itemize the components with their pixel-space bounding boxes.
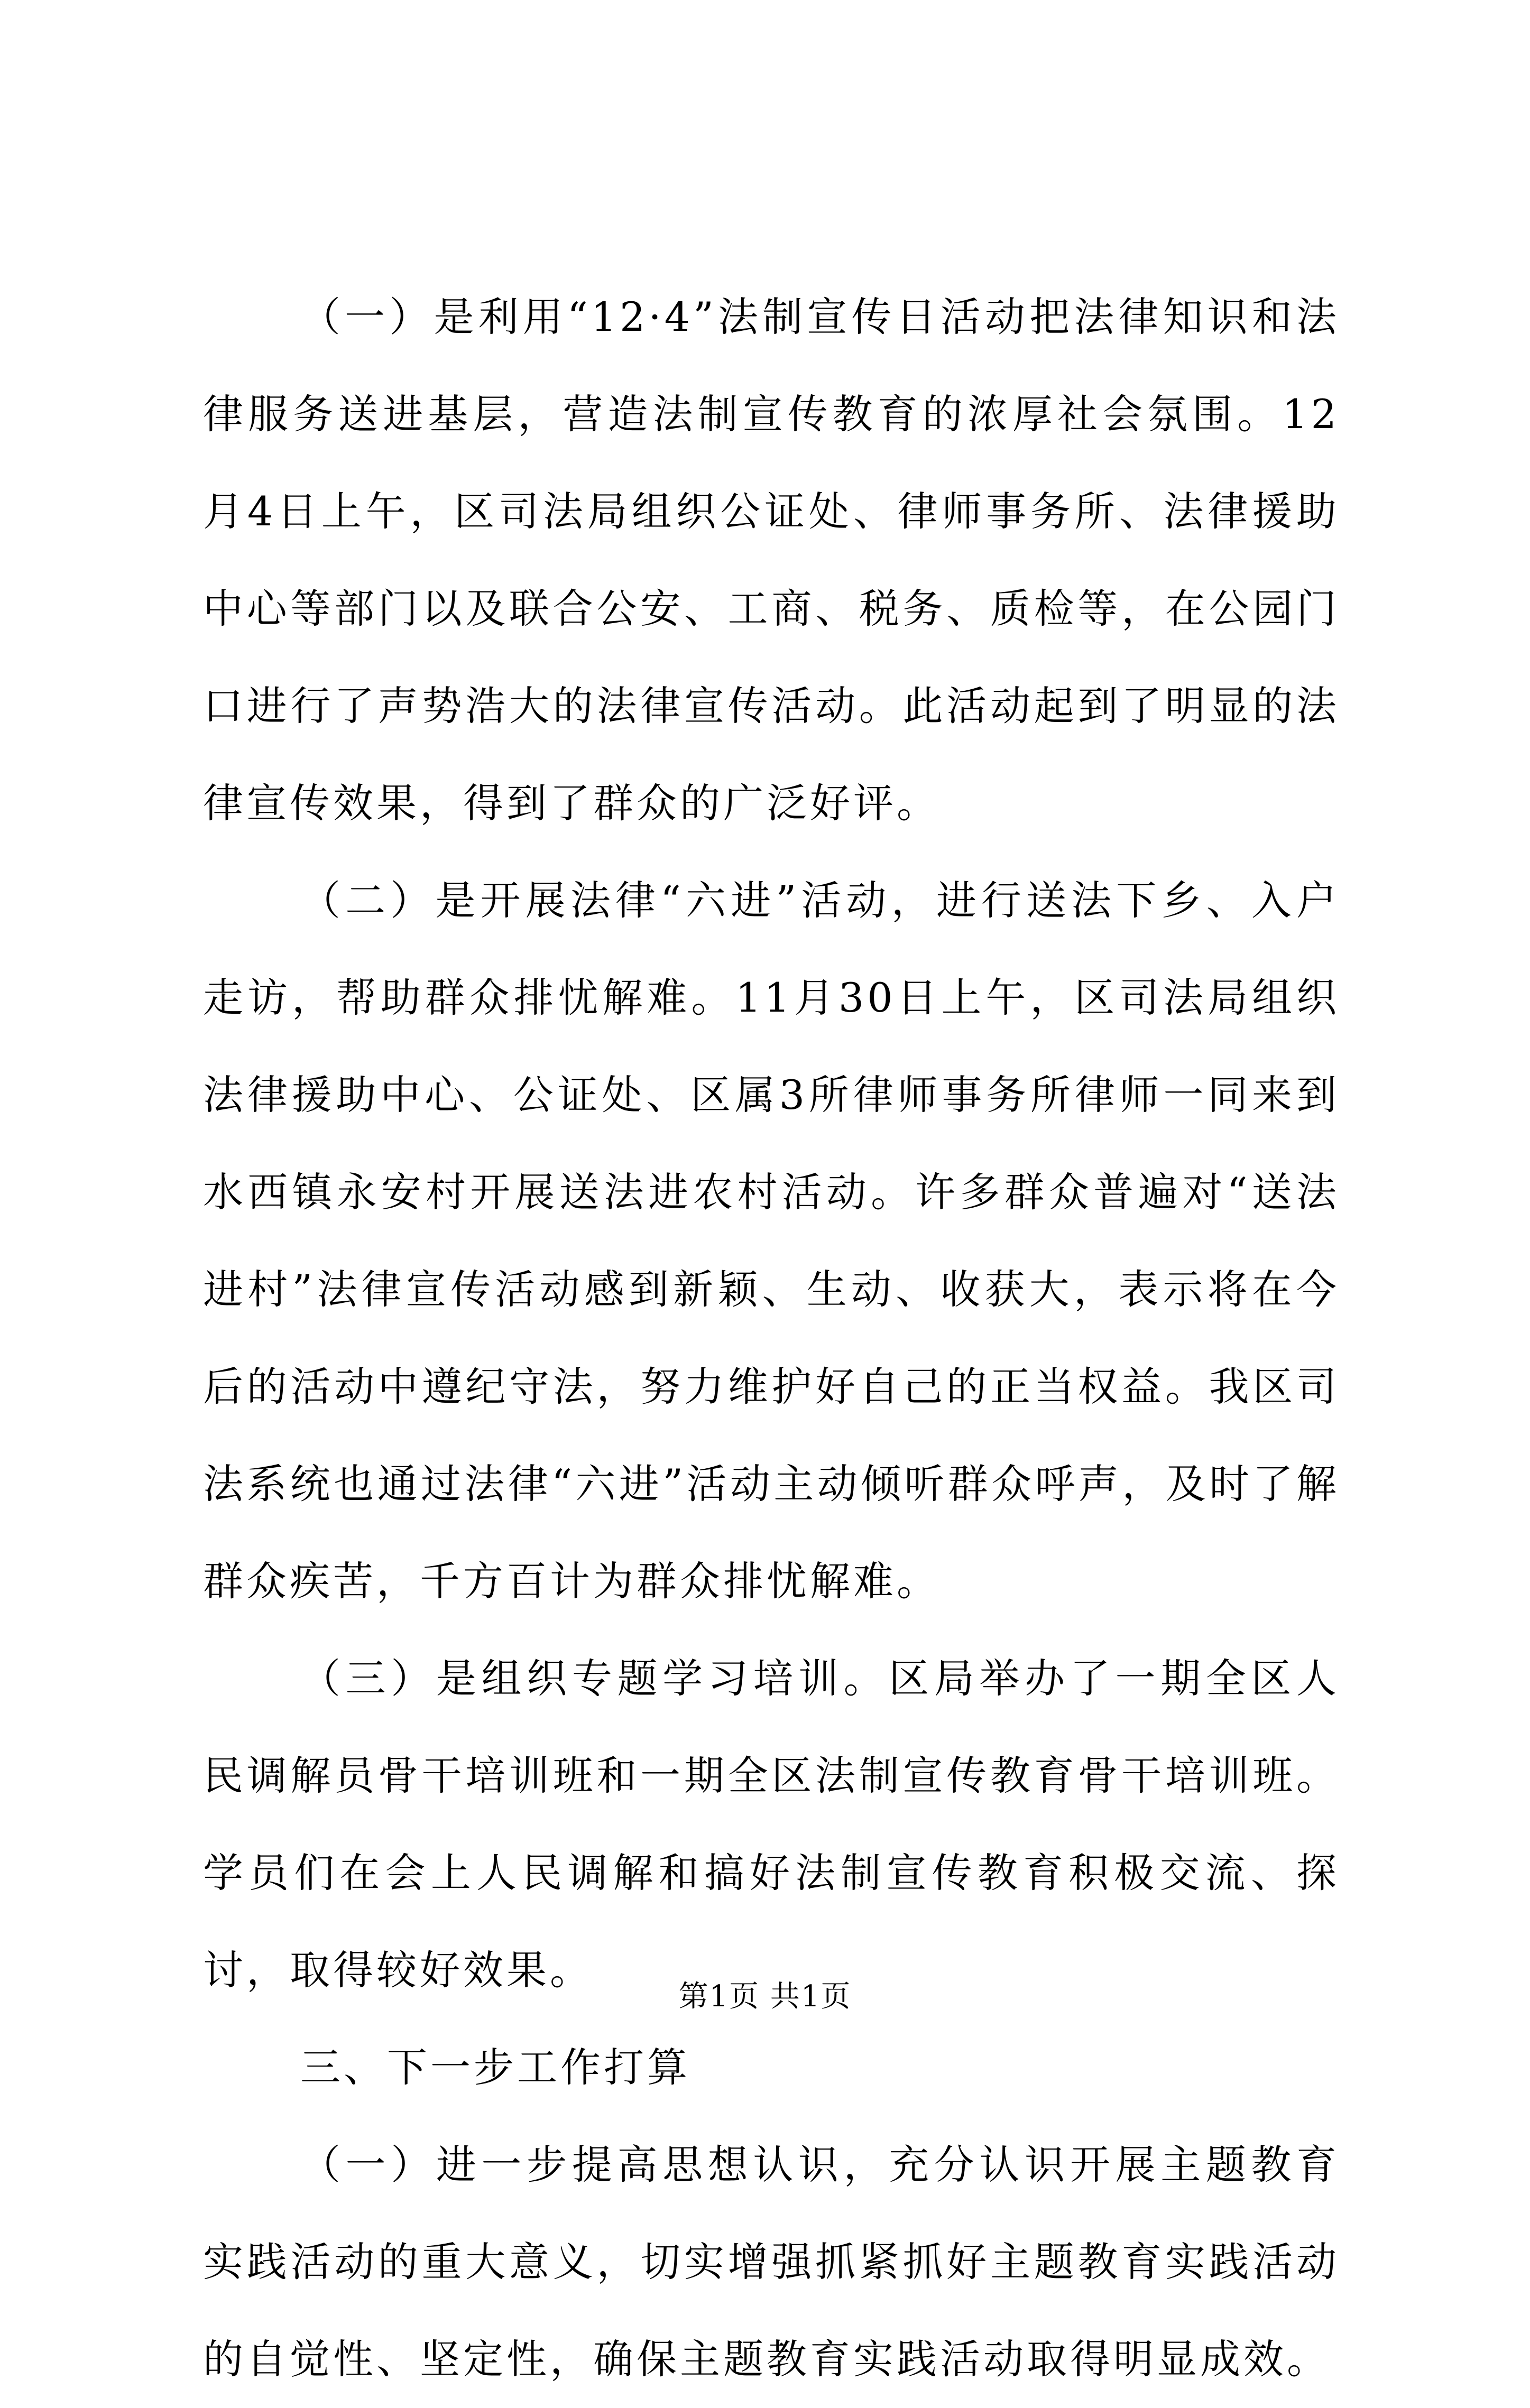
paragraph-3: （三）是组织专题学习培训。区局举办了一期全区人民调解员骨干培训班和一期全区法制宣传教育骨干培训班。学员们在会上人民调解和搞好法制宣传教育积极交流、探讨，取得较好效果。: [203, 1655, 1340, 1994]
paragraph-1: （一）是利用“12·4”法制宣传日活动把法律知识和法律服务送进基层，营造法制宣传教育的浓厚社会氛围。12月4日上午，区司法局组织公证处、律师事务所、法律援助中心等部门以及联合公安、工商、税务、质检等，在公园门口进行了声势浩大的法律宣传活动。此活动起到了明显的法律宣传效果，得到了群众的广泛好评。: [203, 293, 1340, 827]
paragraph-2: （二）是开展法律“六进”活动，进行送法下乡、入户走访，帮助群众排忧解难。11月30日上午，区司法局组织法律援助中心、公证处、区属3所律师事务所律师一同来到水西镇永安村开展送法进农村活动。许多群众普遍对“送法进村”法律宣传活动感到新颖、生动、收获大，表示将在今后的活动中遵纪守法，努力维护好自己的正当权益。我区司法系统也通过法律“六进”活动主动倾听群众呼声，及时了解群众疾苦，千方百计为群众排忧解难。: [203, 877, 1340, 1605]
page-footer: 第1页 共1页: [678, 1979, 852, 2014]
section-heading: 三、下一步工作打算: [300, 2044, 690, 2091]
document-body: [203, 268, 1340, 2408]
paragraph-4: （一）进一步提高思想认识，充分认识开展主题教育实践活动的重大意义，切实增强抓紧抓好主题教育实践活动的自觉性、坚定性，确保主题教育实践活动取得明显成效。: [203, 2141, 1340, 2383]
